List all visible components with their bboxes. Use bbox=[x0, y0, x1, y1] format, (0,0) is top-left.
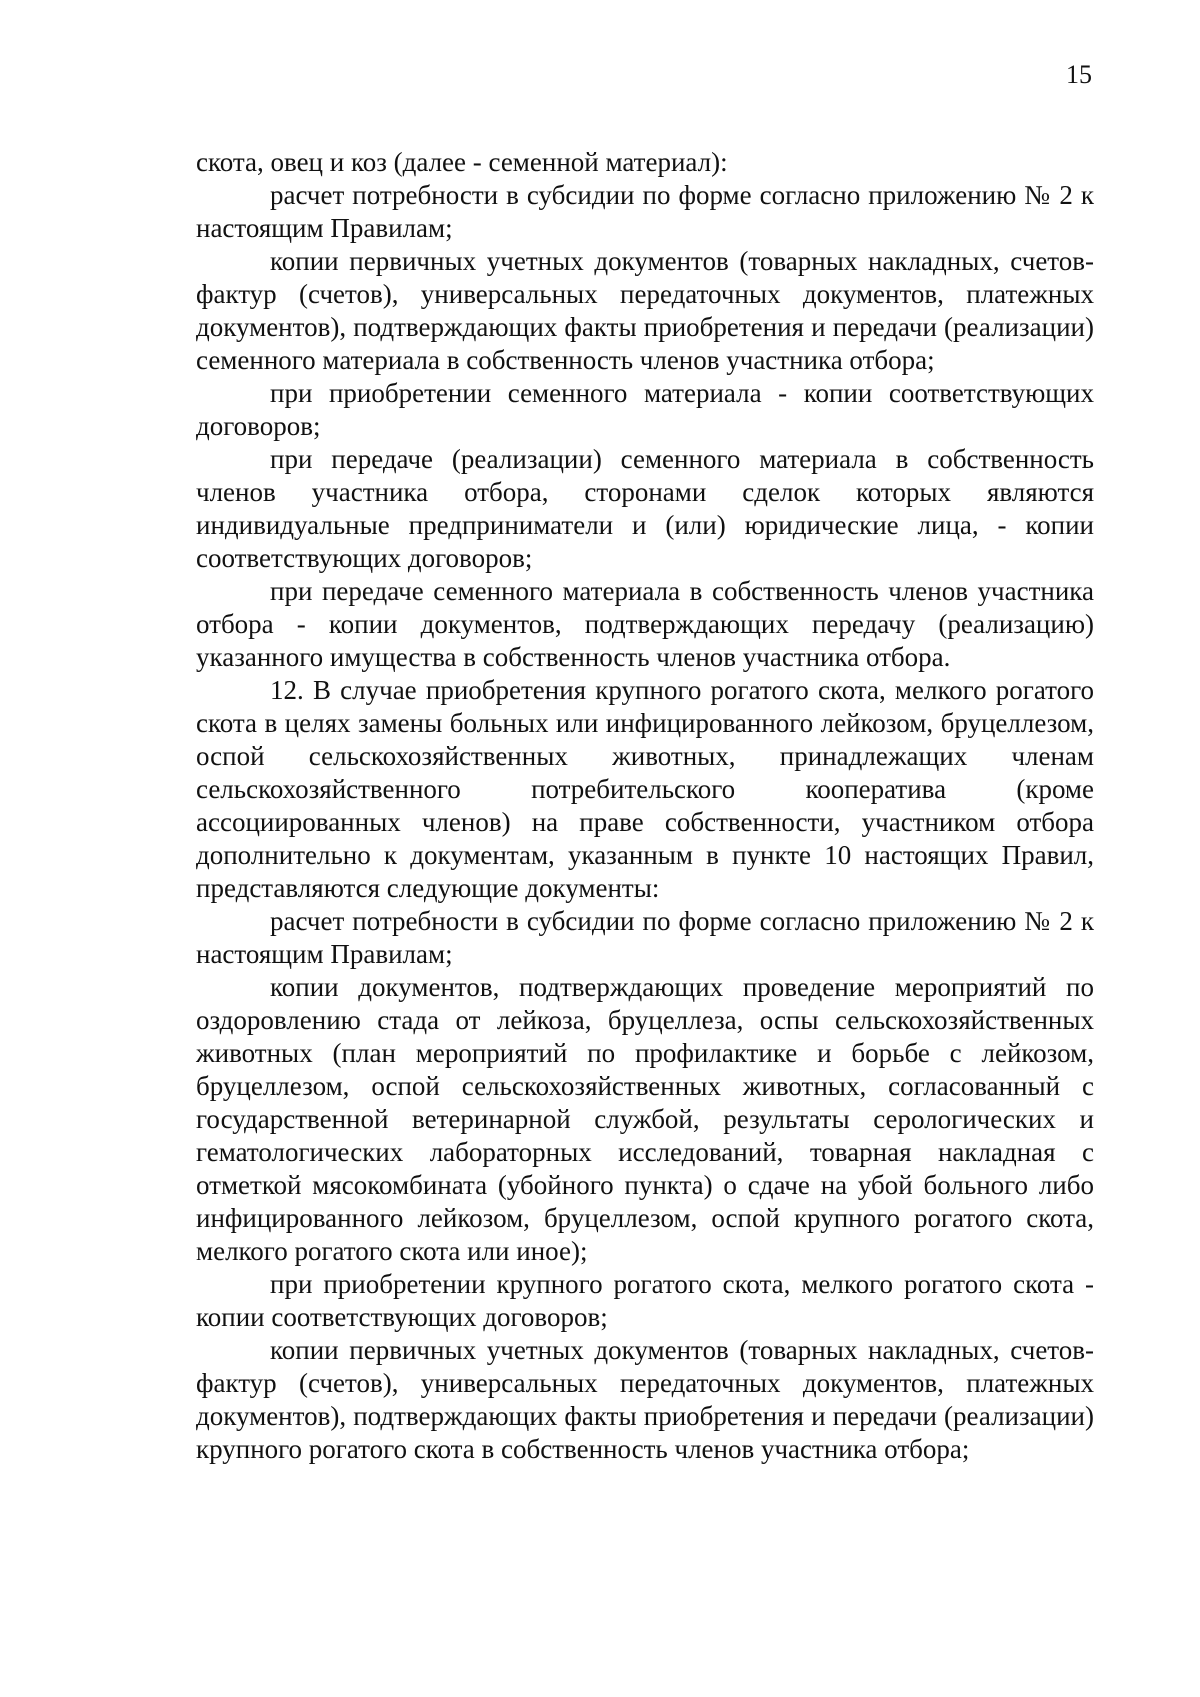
paragraph-9: копии документов, подтверждающих проведение мероприятий по оздоровлению стада от лейкоза, бруцеллеза, оспы сельскохозяйственных животных (план мероприятий по профилактике и борьбе с лейкозом, бруцеллезом, оспой сельскохозяйственных животных, согласованный с государственной ветеринарной службой, результаты серологических и гематологических лабораторных исследований, товарная накладная с отметкой мясокомбината (убойного пункта) о сдаче на убой больного либо инфицированного лейкозом, бруцеллезом, оспой крупного рогатого скота, мелкого рогатого скота или иное); bbox=[196, 972, 1094, 1266]
paragraph-1: скота, овец и коз (далее - семенной материал): bbox=[196, 147, 728, 177]
paragraph-11: копии первичных учетных документов (товарных накладных, счетов-фактур (счетов), универсальных передаточных документов, платежных документов), подтверждающих факты приобретения и передачи (реализации) крупного рогатого скота в собственность членов участника отбора; bbox=[196, 1335, 1094, 1464]
paragraph-10: при приобретении крупного рогатого скота, мелкого рогатого скота - копии соответствующих договоров; bbox=[196, 1269, 1094, 1332]
page-number: 15 bbox=[1066, 60, 1092, 89]
paragraph-6: при передаче семенного материала в собственность членов участника отбора - копии документов, подтверждающих передачу (реализацию) указанного имущества в собственность членов участника отбора. bbox=[196, 576, 1094, 672]
document-body bbox=[196, 146, 1094, 1466]
paragraph-5: при передаче (реализации) семенного материала в собственность членов участника отбора, сторонами сделок которых являются индивидуальные предприниматели и (или) юридические лица, - копии соответствующих договоров; bbox=[196, 444, 1094, 573]
paragraph-7: 12. В случае приобретения крупного рогатого скота, мелкого рогатого скота в целях замены больных или инфицированного лейкозом, бруцеллезом, оспой сельскохозяйственных животных, принадлежащих членам сельскохозяйственного потребительского кооператива (кроме ассоциированных членов) на праве собственности, участником отбора дополнительно к документам, указанным в пункте 10 настоящих Правил, представляются следующие документы: bbox=[196, 675, 1094, 903]
paragraph-2: расчет потребности в субсидии по форме согласно приложению № 2 к настоящим Правилам; bbox=[196, 180, 1094, 243]
paragraph-3: копии первичных учетных документов (товарных накладных, счетов-фактур (счетов), универсальных передаточных документов, платежных документов), подтверждающих факты приобретения и передачи (реализации) семенного материала в собственность членов участника отбора; bbox=[196, 246, 1094, 375]
paragraph-8: расчет потребности в субсидии по форме согласно приложению № 2 к настоящим Правилам; bbox=[196, 906, 1094, 969]
paragraph-4: при приобретении семенного материала - копии соответствующих договоров; bbox=[196, 378, 1094, 441]
